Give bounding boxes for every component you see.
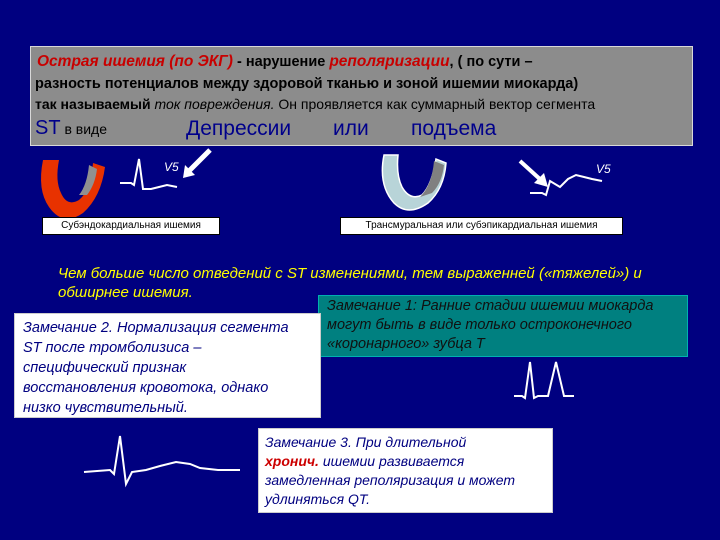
caption-transmural: Трансмуральная или субэпикардиальная ишемия xyxy=(340,217,623,235)
note-3-line-4: удлиняться QT. xyxy=(265,491,371,507)
note-1-box xyxy=(318,295,688,357)
statement-line-1: Чем больше число отведений с ST изменениями, тем выраженней («тяжелей») и xyxy=(58,265,642,282)
ecg-peaked-t xyxy=(500,352,650,402)
note-3-box xyxy=(258,428,553,513)
or-label: или xyxy=(333,117,369,140)
header-line-1: Острая ишемия (по ЭКГ) - нарушение реполяризации, ( по сути – xyxy=(37,53,533,70)
depression-label: Депрессии xyxy=(186,117,292,140)
title-acute-ischemia: Острая ишемия (по ЭКГ) xyxy=(37,53,233,70)
note-2-line-2: ST после тромболизиса – xyxy=(23,340,202,356)
note-1-line-2: могут быть в виде только остроконечного xyxy=(327,317,632,333)
transmural-diagram xyxy=(370,145,670,220)
note-2-box xyxy=(14,313,321,418)
statement-line-2: обширнее ишемия. xyxy=(58,284,193,301)
note-3-line-3: замедленная реполяризация и может xyxy=(265,472,516,488)
lead-label-left: V5 xyxy=(164,160,179,174)
note-2-line-1: Замечание 2. Нормализация сегмента xyxy=(23,320,289,336)
caption-subendocardial: Субэндокардиальная ишемия xyxy=(42,217,220,235)
ischemic-zone-gray-right xyxy=(420,161,444,197)
header-line-3: так называемый ток повреждения. Он проявляется как суммарный вектор сегмента xyxy=(35,96,596,112)
elevation-label: подъема xyxy=(411,117,497,140)
note-3-line-1: Замечание 3. При длительной xyxy=(265,434,467,450)
note-1-line-1: Замечание 1: Ранние стадии ишемии миокарда xyxy=(327,298,654,314)
note-1-line-3: «коронарного» зубца Т xyxy=(327,336,485,352)
note-2-line-4: восстановления кровотока, однако xyxy=(23,380,269,396)
note-2-line-3: специфический признак xyxy=(23,360,187,376)
header-line-4-st: ST в виде xyxy=(35,117,107,139)
lead-label-right: V5 xyxy=(596,162,611,176)
note-3-line-2: хронич. ишемии развивается xyxy=(265,453,465,469)
note-2-line-5: низко чувствительный. xyxy=(23,400,188,416)
repolarization-term: реполяризации xyxy=(329,53,450,70)
ecg-prolonged-qt xyxy=(80,432,260,492)
header-line-2: разность потенциалов между здоровой тканью и зоной ишемии миокарда) xyxy=(35,76,579,92)
header-box xyxy=(30,46,693,146)
